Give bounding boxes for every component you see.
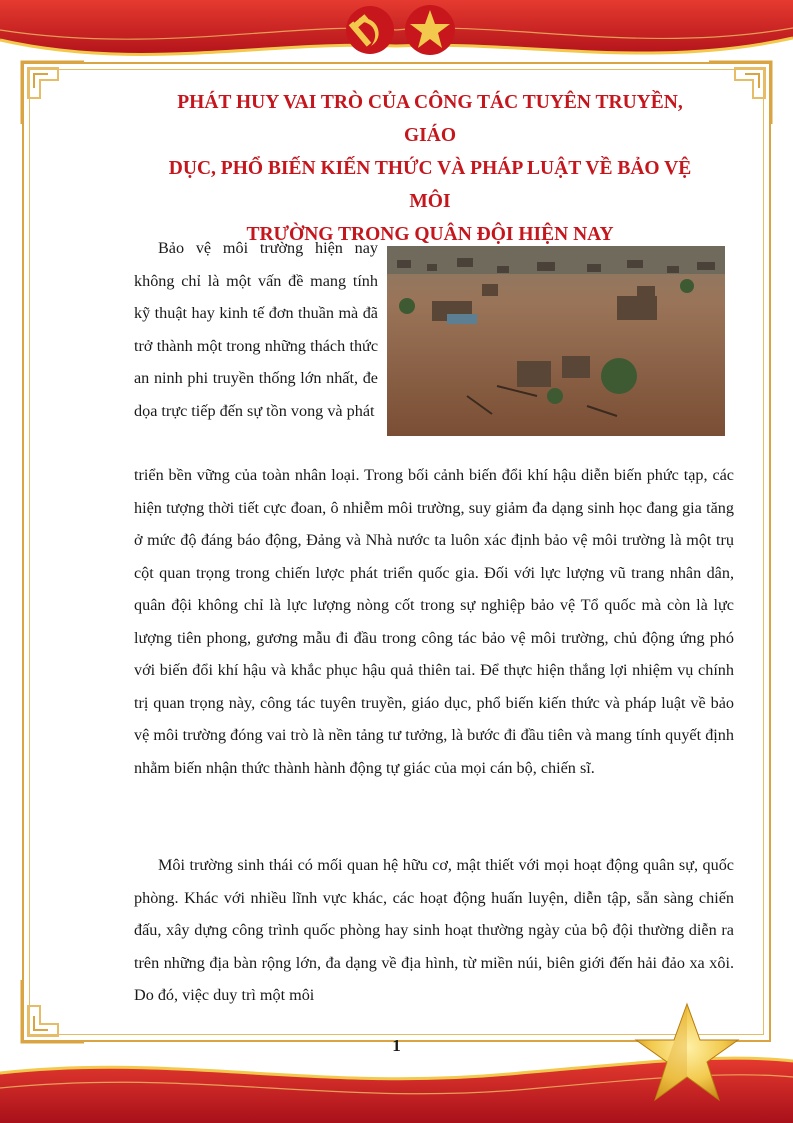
paragraph-intro-continued: triển bền vững của toàn nhân loại. Trong bối cảnh biến đổi khí hậu diễn biến phức tạp, các hiện tượng thời tiết cực đoan, ô nhiễm môi trường, suy giảm đa dạng sinh học đang gia tăng ở mức độ đáng báo động, Đảng và Nhà nước ta luôn xác định bảo vệ môi trường là một trụ cột quan trọng trong chiến lược phát triển quốc gia. Đối với lực lượng vũ trang nhân dân, quân đội không chỉ là lực lượng nòng cốt trong sự nghiệp bảo vệ Tổ quốc mà còn là lực lượng tiên phong, gương mẫu đi đầu trong công tác bảo vệ môi trường, chủ động ứng phó với biến đổi khí hậu và khắc phục hậu quả thiên tai. Để thực hiện thắng lợi nhiệm vụ chính trị quan trọng này, công tác tuyên truyền, giáo dục, phổ biến kiến thức và pháp luật về bảo vệ môi trường đóng vai trò là nền tảng tư tưởng, là bước đi đầu tiên và mang tính quyết định nhằm biến nhận thức thành hành động tự giác của mọi cán bộ, chiến sĩ. <box>134 466 734 777</box>
title-line: PHÁT HUY VAI TRÒ CỦA CÔNG TÁC TUYÊN TRUYỀN, GIÁO <box>177 92 683 146</box>
flood-photo <box>387 246 725 436</box>
document-title <box>150 86 710 251</box>
title-line: DỤC, PHỔ BIẾN KIẾN THỨC VÀ PHÁP LUẬT VỀ BẢO VỆ MÔI <box>168 158 692 212</box>
frame-corner-ornament <box>18 58 88 128</box>
top-red-banner <box>0 0 793 70</box>
title-line: TRƯỜNG TRONG QUÂN ĐỘI HIỆN NAY <box>246 224 614 245</box>
page-number: 1 <box>392 1036 401 1055</box>
paragraph-second: Môi trường sinh thái có mối quan hệ hữu cơ, mật thiết với mọi hoạt động quân sự, quốc phòng. Khác với nhiều lĩnh vực khác, các hoạt động huấn luyện, diễn tập, sẵn sàng chiến đấu, xây dựng công trình quốc phòng hay sinh hoạt thường ngày của bộ đội thường diễn ra trên những địa bàn rộng lớn, đa dạng về địa hình, từ miền núi, biên giới đến hải đảo xa xôi. Do đó, việc duy trì một môi <box>134 856 734 1004</box>
paragraph-intro: Bảo vệ môi trường hiện nay không chỉ là một vấn đề mang tính kỹ thuật hay kinh tế đơn thuần mà đã trở thành một trong những thách thức an ninh phi truyền thống lớn nhất, đe dọa trực tiếp đến sự tồn vong và phát <box>134 239 378 420</box>
gold-star-icon <box>632 1000 742 1110</box>
hammer-sickle-icon <box>345 2 395 58</box>
frame-corner-ornament <box>705 58 775 128</box>
gold-star-icon <box>404 4 456 56</box>
